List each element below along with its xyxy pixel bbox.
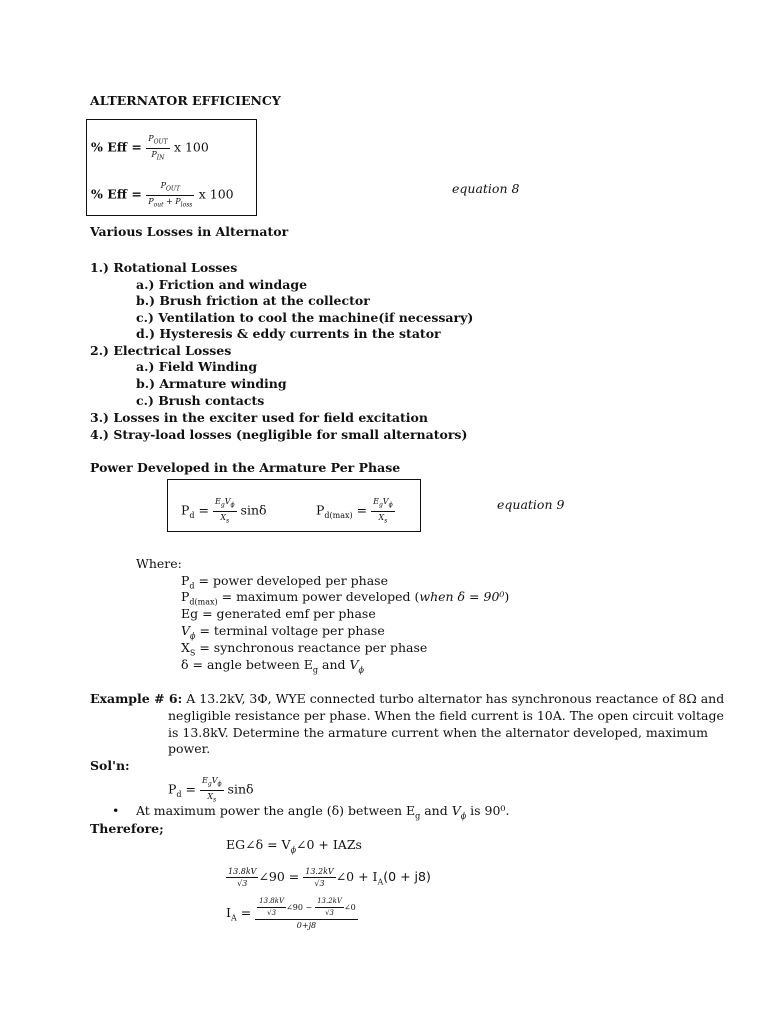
example-line-1: Example # 6: A 13.2kV, 3Φ, WYE connected turbo alternator has synchronous reactance of 8Ω and (90, 691, 725, 706)
power-heading: Power Developed in the Armature Per Phase (90, 460, 401, 475)
loss-item: 3.) Losses in the exciter used for field excitation (90, 410, 428, 425)
equation-9-label: equation 9 (497, 497, 565, 512)
loss-item: d.) Hysteresis & eddy currents in the stator (136, 326, 441, 341)
where-item: $P_d$ = power developed per phase (181, 573, 388, 591)
bullet-text: At maximum power the angle (δ) between $E_g$ and $V_\phi$ is 90⁰. (136, 803, 510, 821)
loss-item: a.) Field Winding (136, 359, 258, 374)
where-item: $V_\phi$ = terminal voltage per phase (181, 623, 385, 641)
loss-item: b.) Armature winding (136, 376, 287, 391)
therefore-label: Therefore; (90, 821, 164, 836)
bullet-dot: • (112, 803, 120, 818)
losses-heading: Various Losses in Alternator (90, 224, 289, 239)
where-label: Where: (136, 556, 182, 571)
eff-formula-2: % Eff = $\frac{P_{OUT}}{P_{out} + P_{loss}}$ x 100 (91, 181, 234, 209)
where-item: $P_{d(max)}$ = maximum power developed (when δ = 90⁰) (181, 589, 510, 607)
equation-a: EG∠δ = $V_\phi\angle 0$ + IAZs (226, 837, 362, 855)
loss-item: 1.) Rotational Losses (90, 260, 238, 275)
example-line-4: power. (168, 741, 211, 756)
solution-label: Sol'n: (90, 758, 130, 773)
page-title: ALTERNATOR EFFICIENCY (90, 93, 281, 108)
pdmax-formula: $P_{d(max)}$ = $\frac{E_gV_\phi}{X_s}$ (316, 497, 393, 525)
loss-item: c.) Ventilation to cool the machine(if necessary) (136, 310, 474, 325)
example-line-3: is 13.8kV. Determine the armature current when the alternator developed, maximum (168, 725, 709, 740)
loss-item: c.) Brush contacts (136, 393, 265, 408)
equation-c: $I_A$ = $\frac{13.8kV}{√3}$ ∠90 − $\frac{13.2kV}{√3}$ ∠0 0+j8 (226, 897, 356, 930)
where-item: $X_S$ = synchronous reactance per phase (181, 640, 428, 658)
equation-b: $\frac{13.8kV}{√3}$ ∠90 = $\frac{13.2kV}{√3}$ ∠0 + $I_A(0 + j8)$ (228, 867, 431, 888)
where-item: δ = angle between $E_g$ and $V_\phi$ (181, 657, 364, 675)
example-line-2: negligible resistance per phase. When the field current is 10A. The open circuit voltage (168, 708, 724, 723)
loss-item: b.) Brush friction at the collector (136, 293, 370, 308)
soln-pd-formula: $P_d$ = $\frac{E_gV_\phi}{X_s}$ sinδ (168, 776, 254, 804)
loss-item: 2.) Electrical Losses (90, 343, 232, 358)
loss-item: 4.) Stray-load losses (negligible for small alternators) (90, 427, 468, 442)
loss-item: a.) Friction and windage (136, 277, 308, 292)
where-item: Eg = generated emf per phase (181, 606, 376, 621)
eff-formula-1: % Eff = $\frac{P_{OUT}}{P_{IN}}$ x 100 (91, 134, 209, 162)
equation-8-label: equation 8 (452, 181, 520, 196)
pd-formula: $P_d$ = $\frac{E_gV_\phi}{X_s}$ sinδ (181, 497, 267, 525)
